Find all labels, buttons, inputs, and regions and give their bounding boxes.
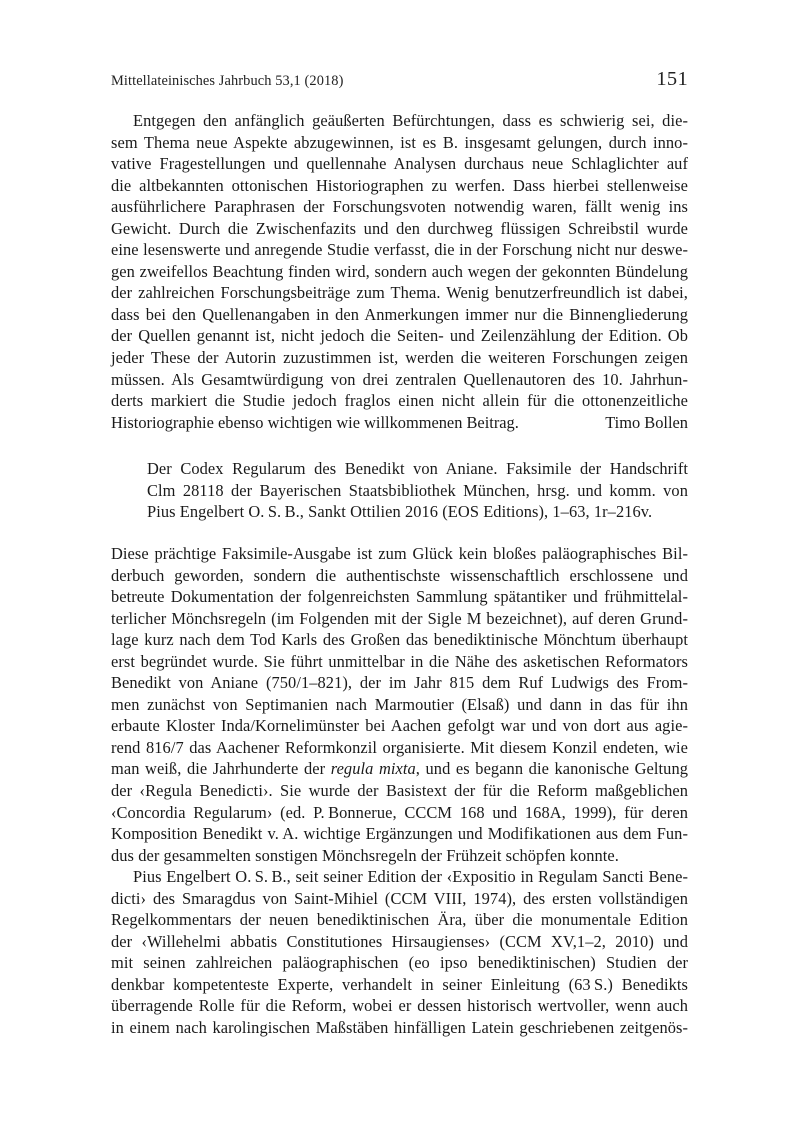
text-line: die altbekannten ottonischen Historiographen zu werfen. Dass hierbei stellenweise bbox=[111, 175, 688, 195]
citation-line: Pius Engelbert O. S. B., Sankt Ottilien 2016 (EOS Editions), 1–63, 1r–216v. bbox=[147, 502, 653, 522]
text-line: der ‹Willehelmi abbatis Constitutiones Hirsaugienses› (CCM XV,1–2, 2010) und bbox=[111, 931, 688, 951]
citation-line: Der Codex Regularum des Benedikt von Aniane. Faksimile der Handschrift bbox=[147, 459, 688, 478]
text-line: mit seinen zahlreichen paläographischen (eo ipso benediktinischen) Studien der bbox=[111, 953, 688, 973]
text-line: dass bei den Quellenangaben in den Anmerkungen immer nur die Binnengliederung bbox=[111, 304, 688, 324]
text-line: terlicher Mönchsregeln (im Folgenden mit der Sigle M bezeichnet), auf deren Grund- bbox=[111, 608, 688, 628]
text-line: denkbar kompetenteste Experte, verhandelt in seiner Einleitung (63 S.) Benedikts bbox=[111, 974, 688, 994]
text-line: Pius Engelbert O. S. B., seit seiner Edition der ‹Expositio in Regulam Sancti Bene- bbox=[133, 867, 688, 887]
text-line: sem Thema neue Aspekte abzugewinnen, ist es B. insgesamt gelungen, durch inno- bbox=[111, 132, 688, 152]
text-line: betreute Dokumentation der folgenreichsten Sammlung spätantiker und frühmittelal- bbox=[111, 587, 688, 607]
text-line: derts markiert die Studie jedoch fraglos einen nicht allein für die ottonenzeitliche bbox=[111, 391, 688, 411]
text-line: jeder These der Autorin zuzustimmen ist, werden die weiteren Forschungen zeigen bbox=[111, 348, 688, 368]
text-line: Entgegen den anfänglich geäußerten Befürchtungen, dass es schwierig sei, die- bbox=[133, 111, 688, 130]
text-line: in einem nach karolingischen Maßstäben hinfälligen Latein geschriebenen zeitgenös- bbox=[111, 1018, 688, 1038]
reviewer-signature: Timo Bollen bbox=[605, 412, 688, 432]
text-line: Historiographie ebenso wichtigen wie willkommenen Beitrag. bbox=[111, 412, 519, 432]
text-line: der Quellen genannt ist, nicht jedoch die Seiten- und Zeilenzählung der Edition. Ob bbox=[111, 326, 688, 346]
text-line: Komposition Benedikt v. A. wichtige Ergänzungen und Modifikationen aus dem Fun- bbox=[111, 824, 688, 844]
text-line: erbaute Kloster Inda/Kornelimünster bei Aachen gefolgt war und von dort aus agie- bbox=[111, 716, 688, 736]
text-line: dus der gesammelten sonstigen Mönchsregeln der Frühzeit schöpfen konnte. bbox=[111, 845, 619, 865]
text-line: gen zweifellos Beachtung finden wird, sondern auch wegen der gekonnten Bündelung bbox=[111, 261, 688, 281]
text-line: Diese prächtige Faksimile-Ausgabe ist zum Glück kein bloßes paläographisches Bil- bbox=[111, 544, 688, 563]
text-line: Regelkommentars der neuen benediktinischen Ära, über die monumentale Edition bbox=[111, 910, 688, 930]
text-fragment: man weiß, die Jahrhunderte der bbox=[111, 759, 331, 779]
text-fragment: , und es begann die kanonische Geltung bbox=[415, 759, 688, 779]
text-line: überragende Rolle für die Reform, wobei er dessen historisch wertvoller, wenn auch bbox=[111, 996, 688, 1016]
text-line: der ‹Regula Benedicti›. Sie wurde der Basistext der für die Reform maßgeblichen bbox=[111, 781, 688, 801]
text-line: ausführlichere Paraphrasen der Forschungsvoten notwendig waren, fällt wenig ins bbox=[111, 197, 688, 217]
text-line: Gewicht. Durch die Zwischenfazits und den durchweg flüssigen Schreibstil wurde bbox=[111, 218, 688, 238]
text-line-with-italic-work-title bbox=[111, 758, 688, 780]
text-line: erst begründet wurde. Sie führt unmittelbar in die Nähe des asketischen Reformators bbox=[111, 651, 688, 671]
text-line: lage kurz nach dem Tod Karls des Großen das benediktinische Mönchtum überhaupt bbox=[111, 630, 688, 650]
review-two-body bbox=[111, 543, 688, 1039]
text-line: müssen. Als Gesamtwürdigung von drei zentralen Quellenautoren des 10. Jahrhun- bbox=[111, 369, 688, 389]
text-line: eine lesenswerte und anregende Studie verfasst, die in der Forschung nicht nur deswe- bbox=[111, 240, 688, 260]
text-line: ‹Concordia Regularum› (ed. P. Bonnerue, CCCM 168 und 168A, 1999), für deren bbox=[111, 802, 688, 822]
text-line: der zahlreichen Forschungsbeiträge zum Thema. Wenig benutzerfreundlich ist dabei, bbox=[111, 283, 688, 303]
text-line: Benedikt von Aniane (750/1–821), der im Jahr 815 dem Ruf Ludwigs des From- bbox=[111, 673, 688, 693]
text-line: rend 816/7 das Aachener Reformkonzil organisierte. Mit diesem Konzil endeten, wie bbox=[111, 737, 688, 757]
review-one-closing-line bbox=[111, 412, 688, 434]
text-line: vative Fragestellungen und quellennahe Analysen durchaus neue Schlaglichter auf bbox=[111, 154, 688, 174]
running-head bbox=[111, 68, 688, 94]
review-one-body bbox=[111, 110, 688, 433]
italic-work-title: regula mixta bbox=[330, 759, 416, 779]
text-line: derbuch geworden, sondern die authentischste wissenschaftlich erschlossene und bbox=[111, 565, 688, 585]
citation-line: Clm 28118 der Bayerischen Staatsbibliothek München, hrsg. und komm. von bbox=[147, 480, 688, 500]
text-line: dicti› des Smaragdus von Saint-Mihiel (CCM VIII, 1974), des ersten vollständigen bbox=[111, 888, 688, 908]
text-line: men zunächst von Septimanien nach Marmoutier (Elsaß) und dann in das für ihn bbox=[111, 694, 688, 714]
reviewed-work-citation bbox=[147, 458, 688, 523]
running-head-journal-title: Mittellateinisches Jahrbuch 53,1 (2018) bbox=[111, 73, 344, 89]
page-number: 151 bbox=[656, 68, 688, 90]
